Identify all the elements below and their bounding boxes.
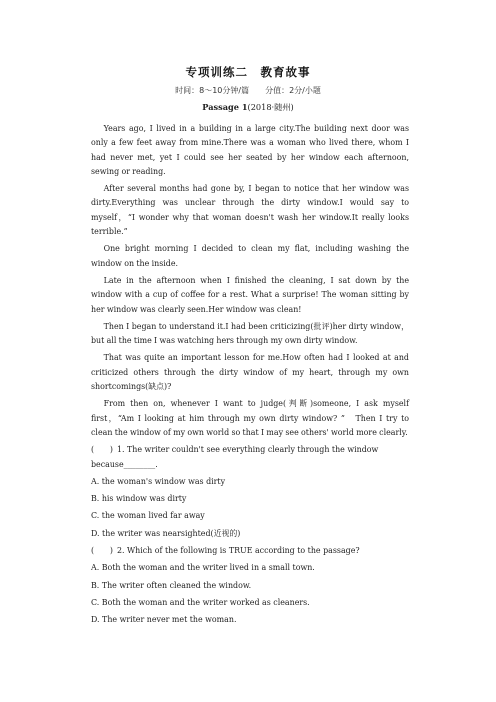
paragraph: From then on, whenever I want to judge(判断)someone, I ask myself first，“Am I looking at him through my own dirty window? ” Then I try to clean the window of my own world so that I may see others' world more clearly. <box>91 399 409 437</box>
option-c: C. Both the woman and the writer worked as cleaners. <box>91 597 310 607</box>
answer-blank[interactable]: ( ) <box>91 546 113 556</box>
page-title: 专项训练二 教育故事 <box>185 65 311 79</box>
passage-number: Passage 1 <box>202 102 248 112</box>
option-c: C. the woman lived far away <box>91 511 205 521</box>
paragraph: That was quite an important lesson for me.How often had I looked at and criticized others through the dirty window of my heart, through my own shortcomings(缺点)? <box>91 353 409 392</box>
paragraph: After several months had gone by, I began to notice that her window was dirty.Everything was unclear through the dirty window.I would say to myself，“I wonder why that woman doesn't wash her window.It really looks terrible.” <box>91 184 409 237</box>
option-d: D. The writer never met the woman. <box>91 615 237 625</box>
paragraph: One bright morning I decided to clean my flat, including washing the window on the inside. <box>91 244 409 268</box>
question-stem <box>91 443 409 472</box>
option-a: A. the woman's window was dirty <box>91 476 226 486</box>
option-b: B. his window was dirty <box>91 494 187 504</box>
question-text: 1. The writer couldn't see everything clearly through the window because________. <box>91 445 379 469</box>
paragraph: Years ago, I lived in a building in a large city.The building next door was only a few feet away from mine.There was a woman who lived there, whom I had never met, yet I could see her seated by her window each afternoon, sewing or reading. <box>91 124 409 176</box>
time-score-info: 时间：8～10分钟/篇 分值：2分/小题 <box>175 86 321 95</box>
question-2 <box>91 544 409 627</box>
question-text: 2. Which of the following is TRUE according to the passage? <box>117 546 360 556</box>
question-stem <box>91 544 409 558</box>
option-b: B. The writer often cleaned the window. <box>91 580 252 590</box>
passage-heading <box>0 102 496 113</box>
paragraph: Late in the afternoon when I finished the cleaning, I sat down by the window with a cup of coffee for a rest. What a surprise! The woman sitting by her window was clearly seen.Her window was clean! <box>91 275 409 314</box>
answer-blank[interactable]: ( ) <box>91 445 113 455</box>
option-a: A. Both the woman and the writer lived in a small town. <box>91 563 315 573</box>
passage-source: (2018·随州) <box>247 102 294 112</box>
question-1 <box>91 443 409 541</box>
option-d: D. the writer was nearsighted(近视的) <box>91 528 241 538</box>
passage-body <box>91 122 409 631</box>
paragraph: Then I began to understand it.I had been criticizing(批评)her dirty window，but all the time I was watching hers through my own dirty window. <box>91 321 409 346</box>
